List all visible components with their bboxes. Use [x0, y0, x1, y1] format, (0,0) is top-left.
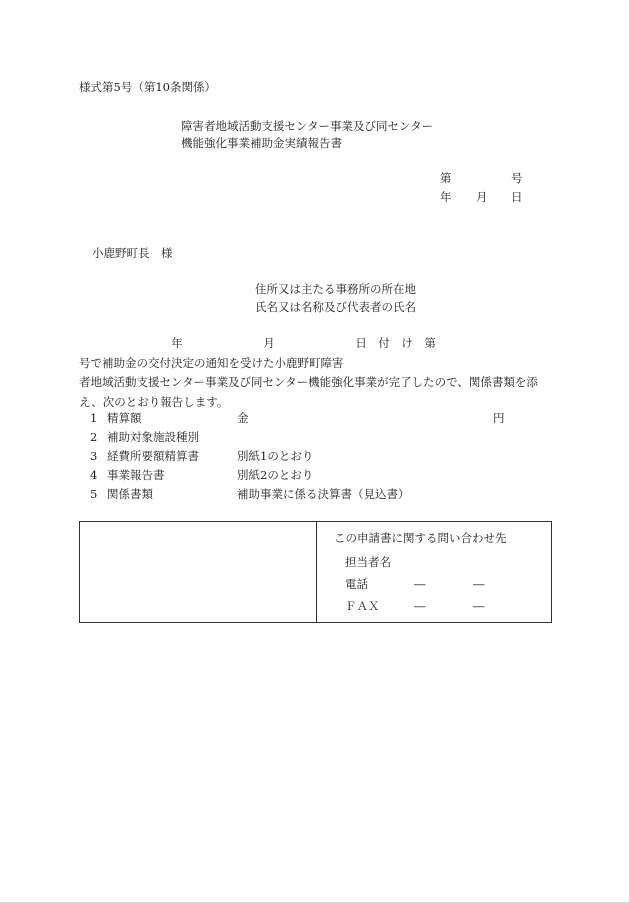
item-value: 別紙1のとおり [237, 449, 314, 463]
contact-phone-dash: ― [473, 577, 485, 591]
item-label: 関係書類 [107, 487, 153, 501]
contact-fax-label: ＦＡＸ [345, 599, 380, 613]
item-value: 別紙2のとおり [237, 468, 314, 482]
item-num: 3 [90, 449, 98, 463]
item-num: 5 [90, 487, 98, 501]
body-line-1 [79, 334, 551, 373]
item-label: 精算額 [107, 411, 142, 425]
doc-number-prefix: 第 [440, 171, 452, 185]
item-num: 2 [90, 430, 98, 444]
body-line-2: 者地域活動支援センター事業及び同センター機能強化事業が完了したので、関係書類を添 [79, 375, 538, 389]
contact-phone-label: 電話 [345, 577, 368, 591]
body-month: 月 [263, 336, 287, 350]
report-body [79, 334, 551, 412]
contact-heading: この申請書に関する問い合わせ先 [334, 531, 507, 545]
item-num: 1 [90, 411, 98, 425]
applicant-name-label: 氏名又は名称及び代表者の氏名 [255, 300, 416, 314]
body-year: 年 [171, 336, 195, 350]
item-value: 金 [237, 411, 249, 425]
item-value: 補助事業に係る決算書（見込書） [237, 487, 410, 501]
item-label: 経費所要額精算書 [107, 449, 199, 463]
doc-number-suffix: 号 [511, 171, 523, 185]
contact-fax-dash: ― [473, 599, 485, 613]
title-line1: 障害者地域活動支援センター事業及び同センター [181, 119, 434, 133]
contact-person-label: 担当者名 [345, 555, 391, 569]
item-suffix: 円 [493, 411, 505, 425]
contact-phone-dash: ― [414, 577, 426, 591]
body-day-prefix: 日付け第 [355, 336, 448, 350]
body-line-3: え、次のとおり報告します。 [79, 394, 229, 409]
title-line2: 機能強化事業補助金実績報告書 [181, 136, 342, 150]
contact-box [79, 521, 552, 623]
item-num: 4 [90, 468, 98, 482]
body-line1-rest: 号で補助金の交付決定の通知を受けた小鹿野町障害 [79, 355, 344, 370]
contact-box-divider [316, 522, 317, 622]
form-number: 様式第5号（第10条関係） [79, 80, 216, 94]
item-label: 補助対象施設種別 [107, 430, 199, 444]
item-label: 事業報告書 [107, 468, 165, 482]
applicant-address-label: 住所又は主たる事務所の所在地 [255, 282, 416, 296]
date-day: 日 [511, 190, 523, 204]
addressee: 小鹿野町長 様 [92, 246, 173, 260]
date-year: 年 [440, 190, 452, 204]
contact-fax-dash: ― [414, 599, 426, 613]
date-month: 月 [476, 190, 488, 204]
